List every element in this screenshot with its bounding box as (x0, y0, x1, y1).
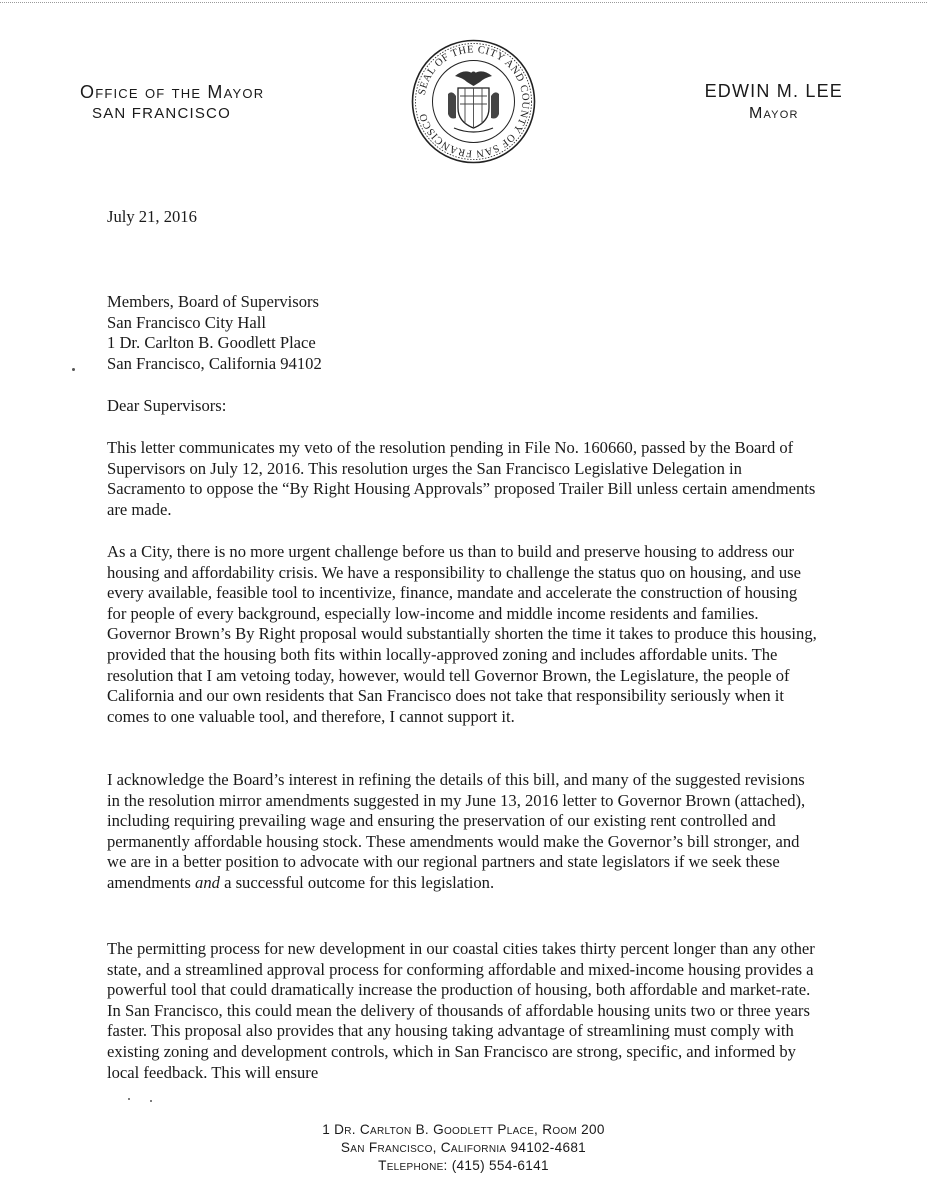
letterhead-mayor-block (705, 80, 843, 124)
city-seal-icon (410, 38, 537, 165)
seal-text: SEAL OF THE CITY AND COUNTY OF SAN FRANCISCO (416, 44, 531, 159)
office-title: Office of the Mayor (80, 82, 265, 102)
mayor-title: Mayor (748, 105, 799, 122)
paragraph-amendments (107, 770, 817, 894)
mayor-name: EDWIN M. LEE (704, 81, 843, 101)
letter-date: July 21, 2016 (107, 207, 197, 226)
office-city: SAN FRANCISCO (92, 105, 231, 122)
paragraph-housing-challenge: As a City, there is no more urgent challenge before us than to build and preserve housing to address our housing and affordability crisis. We have a responsibility to challenge the status quo on housing, and use every available, feasible tool to incentivize, finance, mandate and accelerate the construction of housing for people of every background, especially low-income and middle income residents and families. Governor Brown’s By Right proposal would substantially shorten the time it takes to produce this housing, provided that the housing both fits within locally-approved zoning and includes affordable units. The resolution that I am vetoing today, however, would tell Governor Brown, the Legislature, the people of California and our own residents that San Francisco does not take that responsibility seriously when it comes to one valuable tool, and therefore, I cannot support it. (107, 542, 817, 726)
paragraph-amendments-emphasis: and (195, 872, 220, 892)
paragraph-amendments-text-end: a successful outcome for this legislation. (219, 872, 495, 892)
scan-speck (150, 1100, 152, 1102)
footer-city-line: San Francisco, California 94102-4681 (340, 1140, 587, 1155)
footer-address-line: 1 Dr. Carlton B. Goodlett Place, Room 200 (322, 1122, 605, 1137)
recipient-line: 1 Dr. Carlton B. Goodlett Place (107, 333, 316, 353)
footer-phone-line (0, 1157, 927, 1175)
recipient-address (107, 292, 817, 374)
scan-speck (72, 368, 75, 371)
footer-phone-label: Telephone: (378, 1158, 448, 1173)
salutation: Dear Supervisors: (107, 396, 227, 415)
recipient-line: San Francisco, California 94102 (107, 353, 322, 373)
scan-speck (128, 1098, 130, 1100)
recipient-line: Members, Board of Supervisors (107, 292, 319, 311)
paragraph-veto-notice: This letter communicates my veto of the resolution pending in File No. 160660, passed by the Board of Supervisors on July 12, 2016. This resolution urges the San Francisco Legislative Delegation in Sacramento to oppose the “By Right Housing Approvals” proposed Trailer Bill unless certain amendments are made. (107, 438, 816, 519)
paragraph-amendments-text: I acknowledge the Board’s interest in refining the details of this bill, and many of the suggested revisions in the resolution mirror amendments suggested in my June 13, 2016 letter to Governor Brown (attached), including requiring prevailing wage and ensuring the preservation of our existing rent controlled and permanently affordable housing stock. These amendments would make the Governor’s bill stronger, and we are in a better position to advocate with our regional partners and state legislators if we seek these amendments (107, 770, 806, 892)
page-top-edge (0, 2, 927, 3)
paragraph-permitting-process: The permitting process for new development in our coastal cities takes thirty percent longer than any other state, and a streamlined approval process for conforming affordable and mixed-income housing provides a powerful tool that could dramatically increase the production of housing, both affordable and market-rate. In San Francisco, this could mean the delivery of thousands of affordable housing units two or three years faster. This proposal also provides that any housing taking advantage of streamlining must comply with existing zoning and development controls, which in San Francisco are strong, specific, and informed by local feedback. This will ensure (107, 939, 815, 1082)
footer-phone-number: (415) 554-6141 (451, 1158, 549, 1173)
letterhead-footer (0, 1121, 927, 1175)
recipient-line: San Francisco City Hall (107, 312, 267, 332)
letterhead-office-block (80, 82, 264, 124)
